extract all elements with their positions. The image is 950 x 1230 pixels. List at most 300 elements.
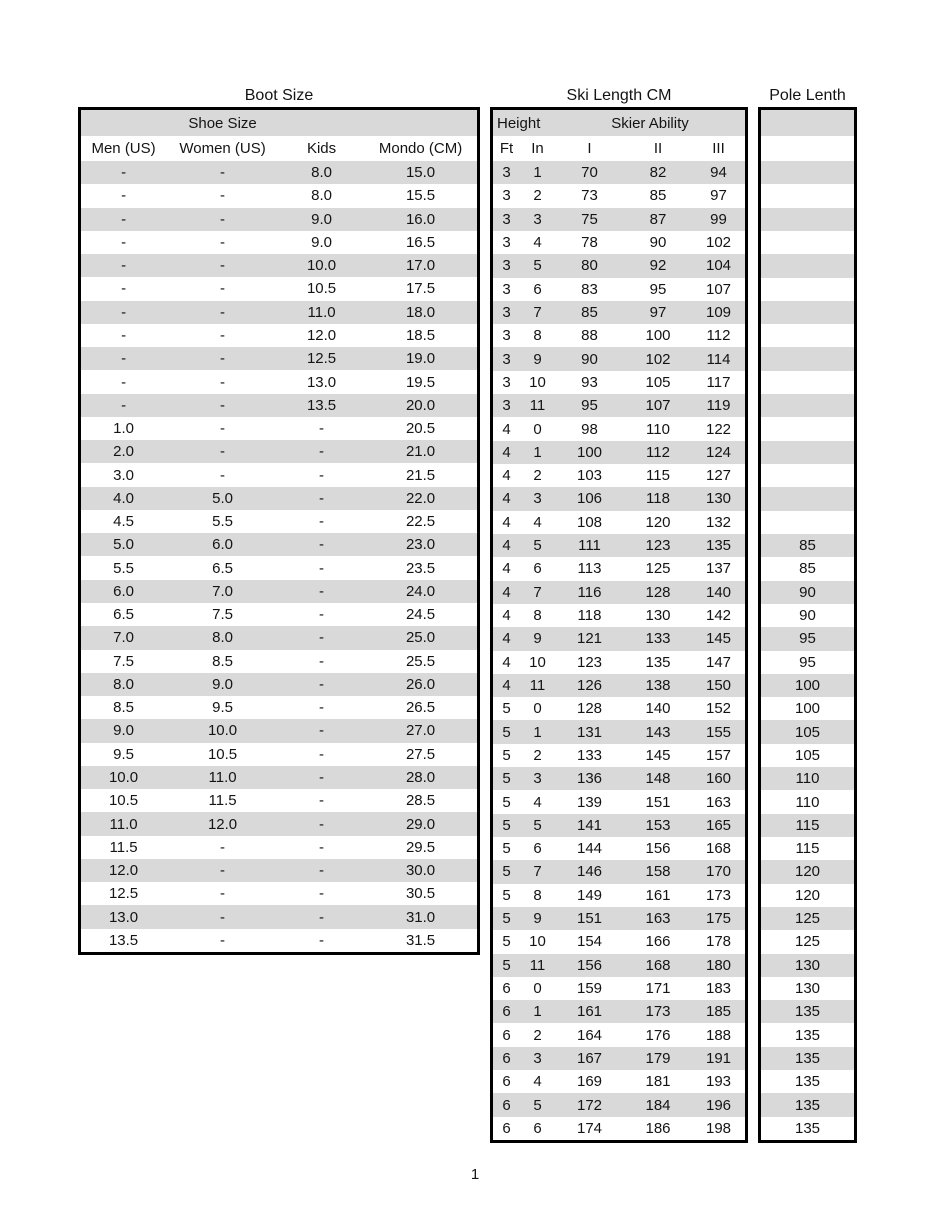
table-row bbox=[761, 136, 854, 161]
table-cell: - bbox=[220, 397, 226, 413]
table-cell: 5 bbox=[502, 864, 511, 880]
table-cell: 7 bbox=[533, 864, 542, 880]
table-cell: 193 bbox=[705, 1074, 732, 1090]
table-cell: 23.5 bbox=[405, 560, 436, 576]
table-cell: 169 bbox=[576, 1074, 603, 1090]
table-cell: 107 bbox=[705, 281, 732, 297]
table-cell: 172 bbox=[576, 1097, 603, 1113]
table-cell: 161 bbox=[645, 887, 671, 903]
table-cell: 110 bbox=[795, 771, 820, 787]
table-cell: 6 bbox=[502, 1074, 511, 1090]
table-cell: 10.5 bbox=[306, 281, 337, 297]
table-cell: - bbox=[220, 909, 226, 925]
table-cell: 85 bbox=[799, 538, 816, 554]
table-cell: - bbox=[220, 234, 226, 250]
table-cell: 173 bbox=[705, 887, 732, 903]
table-cell: 1 bbox=[533, 724, 542, 740]
table-cell: 5 bbox=[533, 1097, 542, 1113]
table-cell: 128 bbox=[576, 701, 603, 717]
column-header-kids: Kids bbox=[306, 141, 337, 156]
table-cell: 155 bbox=[705, 724, 732, 740]
table-cell: 133 bbox=[576, 747, 603, 763]
table-cell: 3 bbox=[502, 211, 511, 227]
table-row bbox=[493, 278, 745, 301]
table-cell: 5 bbox=[502, 747, 511, 763]
table-cell: 125 bbox=[794, 934, 821, 950]
table-cell: 8 bbox=[533, 608, 542, 624]
table-cell: 22.0 bbox=[405, 490, 436, 506]
table-cell: 20.5 bbox=[405, 421, 436, 437]
table-cell: 8.0 bbox=[311, 165, 332, 181]
table-cell: 9 bbox=[533, 351, 542, 367]
table-cell: 22.5 bbox=[405, 514, 436, 530]
table-cell: 11 bbox=[529, 677, 546, 693]
table-cell: - bbox=[121, 327, 127, 343]
page-number: 1 bbox=[470, 1166, 480, 1183]
table-row bbox=[761, 581, 854, 604]
table-cell: 70 bbox=[581, 165, 598, 181]
table-cell: - bbox=[319, 560, 325, 576]
table-cell: 16.5 bbox=[405, 234, 436, 250]
table-cell: 138 bbox=[645, 677, 671, 693]
table-cell: 135 bbox=[794, 1097, 821, 1113]
table-cell: 6 bbox=[533, 1120, 542, 1136]
table-row bbox=[493, 930, 745, 953]
table-cell: 8.5 bbox=[113, 700, 134, 716]
table-row bbox=[761, 1117, 854, 1140]
table-cell: - bbox=[319, 607, 325, 623]
table-cell: 120 bbox=[794, 864, 821, 880]
table-cell: 116 bbox=[577, 584, 602, 600]
table-cell: 5.0 bbox=[212, 490, 233, 506]
table-row bbox=[761, 907, 854, 930]
table-cell: - bbox=[319, 816, 325, 832]
table-cell: - bbox=[319, 421, 325, 437]
table-cell: 3 bbox=[533, 771, 542, 787]
table-cell: 21.0 bbox=[405, 444, 436, 460]
table-cell: 100 bbox=[645, 328, 671, 344]
table-cell: 110 bbox=[646, 421, 670, 437]
height-group-header: Height bbox=[497, 115, 541, 131]
table-cell: 3 bbox=[533, 491, 542, 507]
table-cell: 152 bbox=[705, 701, 732, 717]
table-cell: 186 bbox=[645, 1120, 671, 1136]
table-cell: 0 bbox=[533, 421, 542, 437]
table-cell: 8.0 bbox=[113, 676, 134, 692]
table-row bbox=[493, 184, 745, 207]
table-cell: - bbox=[220, 351, 226, 367]
table-cell: 92 bbox=[649, 258, 667, 274]
table-cell: 2 bbox=[533, 188, 542, 204]
table-row bbox=[493, 394, 745, 417]
table-cell: 19.0 bbox=[405, 351, 436, 367]
table-cell: - bbox=[220, 932, 226, 948]
table-row bbox=[493, 581, 745, 604]
table-cell: 10.5 bbox=[108, 793, 139, 809]
table-cell: 7 bbox=[533, 305, 542, 320]
table-cell: 7.5 bbox=[113, 653, 134, 669]
table-row bbox=[493, 954, 745, 977]
column-header-in: In bbox=[531, 141, 544, 156]
table-cell: 130 bbox=[794, 980, 821, 996]
table-cell: 3 bbox=[502, 235, 511, 251]
column-header-ft: Ft bbox=[499, 141, 514, 156]
table-cell: 5 bbox=[502, 934, 511, 950]
table-row bbox=[493, 884, 745, 907]
table-cell: 153 bbox=[645, 817, 671, 833]
table-row bbox=[761, 604, 854, 627]
table-row bbox=[493, 557, 745, 580]
table-row bbox=[493, 511, 745, 534]
table-cell: 12.5 bbox=[108, 886, 139, 902]
table-row bbox=[761, 487, 854, 510]
ski-column-header-row bbox=[493, 136, 745, 161]
table-row bbox=[761, 511, 854, 534]
table-cell: 3 bbox=[502, 374, 511, 390]
table-cell: 28.0 bbox=[405, 770, 436, 785]
table-cell: 125 bbox=[794, 911, 821, 927]
table-cell: 156 bbox=[645, 841, 671, 857]
table-cell: 135 bbox=[794, 1027, 821, 1043]
table-cell: - bbox=[121, 374, 127, 390]
table-cell: 12.0 bbox=[207, 816, 238, 832]
table-row bbox=[81, 324, 477, 347]
table-cell: 6 bbox=[502, 980, 511, 996]
table-cell: 105 bbox=[645, 374, 671, 390]
table-cell: - bbox=[319, 886, 325, 902]
table-cell: 6.0 bbox=[113, 583, 134, 599]
column-header-ability-2: II bbox=[653, 141, 663, 156]
table-cell: - bbox=[319, 444, 325, 460]
table-cell: 102 bbox=[645, 351, 671, 367]
table-row bbox=[761, 394, 854, 417]
table-row bbox=[493, 1047, 745, 1070]
table-cell: 4 bbox=[502, 654, 511, 670]
table-cell: 183 bbox=[705, 980, 732, 996]
table-row bbox=[81, 184, 477, 207]
table-cell: 95 bbox=[581, 398, 598, 414]
ski-table-title: Ski Length CM bbox=[566, 87, 672, 104]
table-row bbox=[493, 534, 745, 557]
table-cell: 3 bbox=[502, 305, 511, 320]
table-cell: 115 bbox=[795, 841, 820, 857]
table-row bbox=[761, 930, 854, 953]
table-cell: - bbox=[319, 676, 325, 692]
table-row bbox=[761, 347, 854, 370]
table-cell: 3 bbox=[533, 1050, 542, 1066]
table-cell: - bbox=[319, 490, 325, 506]
table-cell: 141 bbox=[576, 817, 603, 833]
table-cell: 4 bbox=[502, 538, 511, 554]
table-cell: 93 bbox=[581, 374, 598, 390]
table-cell: 30.5 bbox=[405, 886, 436, 902]
table-cell: 10 bbox=[529, 934, 546, 950]
table-row bbox=[493, 627, 745, 650]
table-row bbox=[493, 697, 745, 720]
table-row bbox=[81, 766, 477, 789]
table-cell: 133 bbox=[645, 631, 671, 647]
table-row bbox=[761, 301, 854, 324]
table-row bbox=[81, 463, 477, 486]
table-cell: 145 bbox=[705, 631, 732, 647]
table-cell: 0 bbox=[533, 980, 542, 996]
table-cell: 135 bbox=[705, 538, 732, 554]
table-cell: 5 bbox=[502, 817, 511, 833]
table-cell: 106 bbox=[576, 491, 603, 507]
table-cell: 4 bbox=[502, 491, 511, 507]
table-row bbox=[493, 907, 745, 930]
table-row bbox=[81, 370, 477, 393]
table-row bbox=[493, 1093, 745, 1116]
table-cell: 10.5 bbox=[207, 746, 238, 762]
table-cell: 104 bbox=[705, 258, 732, 274]
table-cell: - bbox=[220, 165, 226, 181]
table-row bbox=[761, 814, 854, 837]
table-cell: 87 bbox=[649, 211, 667, 227]
table-cell: 125 bbox=[645, 561, 671, 577]
table-row bbox=[761, 767, 854, 790]
table-cell: 6.0 bbox=[212, 537, 233, 553]
table-cell: 144 bbox=[576, 841, 603, 857]
table-cell: - bbox=[220, 211, 226, 227]
table-row bbox=[81, 905, 477, 928]
table-cell: 128 bbox=[645, 584, 671, 600]
table-cell: 7.0 bbox=[212, 583, 233, 599]
table-cell: 3 bbox=[502, 398, 511, 414]
table-cell: 1.0 bbox=[113, 421, 134, 437]
table-cell: 145 bbox=[645, 747, 671, 763]
table-cell: 0 bbox=[533, 701, 542, 717]
table-row bbox=[761, 557, 854, 580]
table-cell: 88 bbox=[581, 328, 598, 344]
table-row bbox=[493, 1070, 745, 1093]
table-row bbox=[761, 977, 854, 1000]
table-cell: - bbox=[319, 700, 325, 716]
table-cell: 5 bbox=[502, 724, 511, 740]
table-cell: 98 bbox=[581, 421, 598, 437]
table-cell: 95 bbox=[799, 631, 816, 647]
table-cell: 6 bbox=[502, 1050, 511, 1066]
table-cell: 1 bbox=[533, 165, 542, 181]
table-row bbox=[493, 1023, 745, 1046]
table-cell: 9.0 bbox=[212, 676, 233, 692]
table-cell: 114 bbox=[706, 351, 731, 367]
table-row bbox=[81, 603, 477, 626]
table-cell: 5 bbox=[533, 817, 542, 833]
table-cell: 30.0 bbox=[405, 863, 436, 879]
table-row bbox=[761, 161, 854, 184]
table-cell: 10.0 bbox=[108, 770, 139, 785]
table-cell: 115 bbox=[646, 468, 670, 484]
table-cell: 5 bbox=[502, 794, 511, 810]
table-cell: 31.0 bbox=[405, 909, 436, 925]
table-cell: 100 bbox=[576, 444, 603, 460]
table-cell: - bbox=[319, 583, 325, 599]
table-cell: 156 bbox=[576, 957, 603, 973]
table-cell: 115 bbox=[795, 817, 820, 833]
table-row bbox=[81, 254, 477, 277]
table-cell: 140 bbox=[705, 584, 732, 600]
table-cell: 17.0 bbox=[405, 258, 436, 274]
table-cell: 4 bbox=[502, 444, 511, 460]
table-row bbox=[761, 417, 854, 440]
table-row bbox=[81, 161, 477, 184]
table-cell: 6.5 bbox=[212, 560, 233, 576]
table-cell: 181 bbox=[645, 1074, 671, 1090]
table-row bbox=[81, 929, 477, 952]
table-cell: 10.0 bbox=[207, 723, 238, 739]
table-cell: 117 bbox=[706, 374, 731, 390]
table-cell: 178 bbox=[705, 934, 732, 950]
table-row bbox=[81, 510, 477, 533]
table-cell: 168 bbox=[645, 957, 671, 973]
table-cell: 135 bbox=[794, 1074, 821, 1090]
table-row bbox=[761, 184, 854, 207]
table-cell: 157 bbox=[705, 747, 732, 763]
table-cell: 8.0 bbox=[212, 630, 233, 646]
table-row bbox=[761, 697, 854, 720]
table-cell: 4.0 bbox=[113, 490, 134, 506]
table-cell: 6 bbox=[502, 1004, 511, 1020]
table-cell: 2 bbox=[533, 468, 542, 484]
table-cell: - bbox=[121, 165, 127, 181]
table-cell: 18.5 bbox=[405, 327, 436, 343]
table-cell: 103 bbox=[576, 468, 603, 484]
table-row bbox=[493, 860, 745, 883]
table-cell: 25.0 bbox=[405, 630, 436, 646]
pole-table-title: Pole Lenth bbox=[769, 87, 846, 104]
table-cell: 161 bbox=[576, 1004, 603, 1020]
table-cell: 167 bbox=[576, 1050, 603, 1066]
table-cell: 6 bbox=[502, 1120, 511, 1136]
table-cell: 5 bbox=[533, 538, 542, 554]
table-cell: 90 bbox=[581, 351, 598, 367]
table-cell: 1 bbox=[533, 444, 542, 460]
table-cell: 5 bbox=[502, 771, 511, 787]
table-row bbox=[81, 650, 477, 673]
column-header-ability-1: I bbox=[587, 141, 592, 156]
table-cell: - bbox=[220, 444, 226, 460]
table-cell: - bbox=[319, 514, 325, 530]
table-cell: 119 bbox=[706, 398, 731, 414]
table-cell: 10 bbox=[529, 654, 546, 670]
table-cell: 73 bbox=[581, 188, 598, 204]
table-cell: 143 bbox=[645, 724, 671, 740]
table-row bbox=[81, 487, 477, 510]
table-cell: 20.0 bbox=[405, 397, 436, 413]
table-cell: - bbox=[121, 234, 127, 250]
table-cell: 121 bbox=[576, 631, 603, 647]
table-row bbox=[81, 301, 477, 324]
table-cell: 6 bbox=[533, 561, 542, 577]
table-row bbox=[761, 651, 854, 674]
table-cell: 5.5 bbox=[212, 514, 233, 530]
table-cell: 5.5 bbox=[113, 560, 134, 576]
table-cell: - bbox=[220, 374, 226, 390]
table-row bbox=[493, 651, 745, 674]
table-cell: 8.0 bbox=[311, 188, 332, 204]
table-row bbox=[493, 604, 745, 627]
table-cell: 11.0 bbox=[307, 304, 336, 320]
table-row bbox=[493, 1000, 745, 1023]
table-cell: 28.5 bbox=[405, 793, 436, 809]
table-cell: - bbox=[220, 327, 226, 343]
table-cell: 4 bbox=[533, 794, 542, 810]
table-cell: 163 bbox=[645, 911, 671, 927]
table-cell: - bbox=[319, 537, 325, 553]
table-row bbox=[81, 533, 477, 556]
table-cell: 90 bbox=[649, 235, 667, 251]
table-cell: 10.0 bbox=[306, 258, 337, 274]
table-cell: 29.5 bbox=[405, 839, 436, 855]
boot-size-table bbox=[78, 107, 480, 955]
table-cell: 124 bbox=[705, 444, 732, 460]
ski-group-header-row bbox=[493, 110, 745, 136]
table-cell: 12.5 bbox=[306, 351, 337, 367]
table-cell: 168 bbox=[705, 841, 732, 857]
table-row bbox=[493, 790, 745, 813]
table-cell: 11 bbox=[529, 398, 546, 414]
table-row bbox=[761, 744, 854, 767]
table-cell: 3.0 bbox=[113, 467, 134, 483]
table-cell: 147 bbox=[705, 654, 732, 670]
table-cell: 3 bbox=[502, 188, 511, 204]
table-cell: 3 bbox=[502, 258, 511, 274]
table-cell: - bbox=[319, 653, 325, 669]
table-row bbox=[761, 884, 854, 907]
table-cell: 188 bbox=[705, 1027, 732, 1043]
table-row bbox=[81, 696, 477, 719]
table-cell: 118 bbox=[577, 608, 602, 624]
table-cell: 9.0 bbox=[311, 211, 332, 227]
shoe-size-group-header: Shoe Size bbox=[188, 115, 257, 131]
table-row bbox=[493, 371, 745, 394]
table-cell: 175 bbox=[705, 911, 732, 927]
table-cell: 142 bbox=[705, 608, 732, 624]
table-cell: - bbox=[220, 863, 226, 879]
table-cell: 105 bbox=[794, 724, 821, 740]
table-cell: 191 bbox=[705, 1050, 732, 1066]
table-cell: 83 bbox=[581, 281, 598, 297]
table-cell: 80 bbox=[581, 258, 598, 274]
table-cell: 4 bbox=[502, 421, 511, 437]
table-cell: - bbox=[121, 351, 127, 367]
table-row bbox=[761, 1093, 854, 1116]
table-row bbox=[761, 441, 854, 464]
table-cell: - bbox=[319, 467, 325, 483]
table-cell: 99 bbox=[710, 211, 727, 227]
table-cell: 23.0 bbox=[405, 537, 436, 553]
table-cell: 4 bbox=[502, 584, 511, 600]
table-cell: 102 bbox=[705, 235, 732, 251]
table-cell: 8.5 bbox=[212, 653, 233, 669]
table-cell: 26.0 bbox=[405, 676, 436, 692]
table-cell: 100 bbox=[794, 701, 821, 717]
pole-length-table bbox=[758, 107, 857, 1143]
table-cell: 148 bbox=[645, 771, 671, 787]
table-cell: 113 bbox=[577, 561, 602, 577]
table-cell: 6.5 bbox=[113, 607, 134, 623]
table-cell: 95 bbox=[649, 281, 667, 297]
table-cell: 146 bbox=[576, 864, 603, 880]
table-row bbox=[493, 161, 745, 184]
table-cell: 135 bbox=[794, 1004, 821, 1020]
table-cell: 185 bbox=[705, 1004, 732, 1020]
table-cell: 11.0 bbox=[109, 816, 138, 832]
table-row bbox=[493, 254, 745, 277]
table-row bbox=[493, 1117, 745, 1140]
table-cell: - bbox=[220, 281, 226, 297]
